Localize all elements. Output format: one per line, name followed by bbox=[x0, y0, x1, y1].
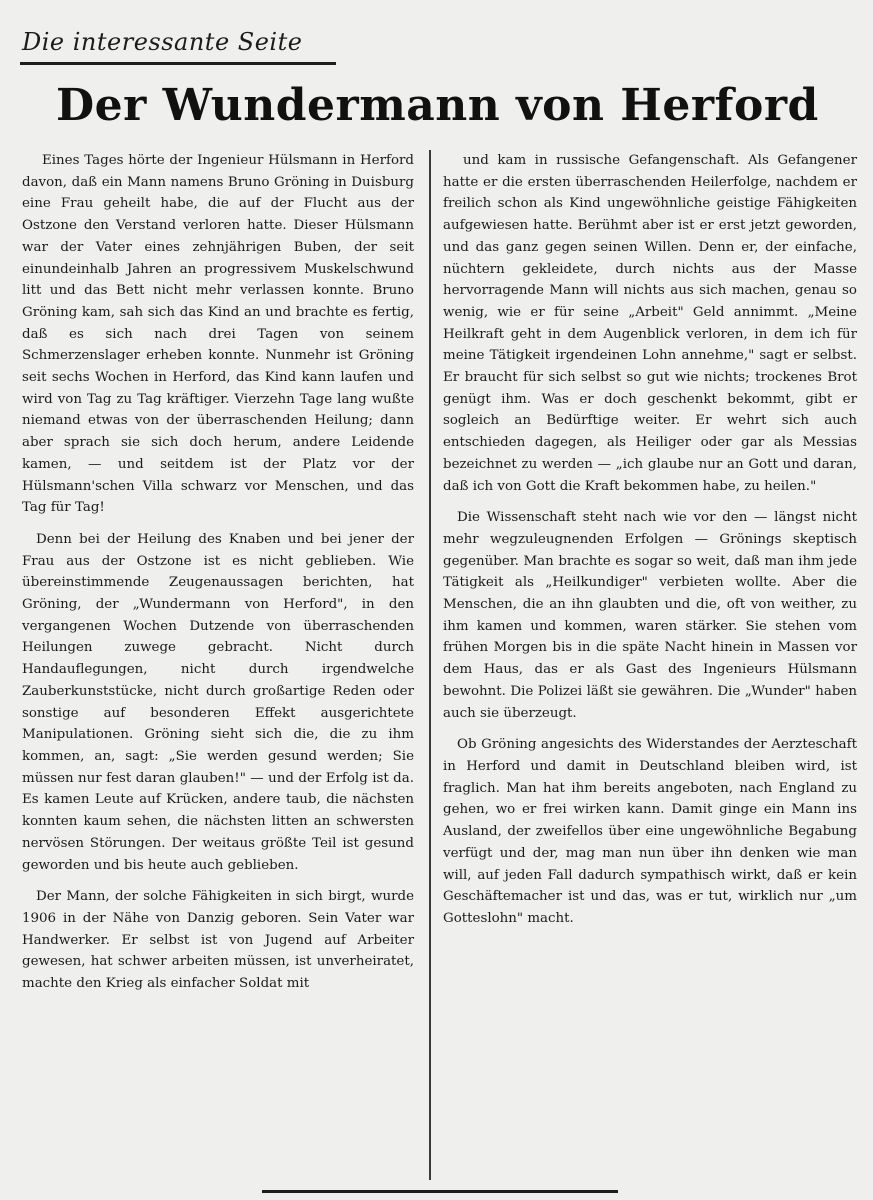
paragraph: Eines Tages hörte der Ingenieur Hülsmann in Herford davon, daß ein Mann namens Bruno Gröning in Duisburg eine Frau geheilt habe, die auf der Flucht aus der Ostzone den Verstand verloren hatte. Dieser Hülsmann war der Vater eines zehnjährigen Buben, der seit einundeinhalb Jahren an progressivem Muskelschwund litt und das Bett nicht mehr verlassen konnte. Bruno Gröning kam, sah sich das Kind an und brachte es fertig, daß es sich nach drei Tagen von seinem Schmerzenslager erheben konnte. Nunmehr ist Gröning seit sechs Wochen in Herford, das Kind kann laufen und wird von Tag zu Tag kräftiger. Vierzehn Tage lang wußte niemand etwas von der überraschenden Heilung; dann aber sprach sie sich doch herum, andere Leidende kamen, — und seitdem ist der Platz vor der Hülsmann'schen Villa schwarz vor Menschen, und das Tag für Tag! bbox=[22, 153, 414, 516]
paragraph: Ob Gröning angesichts des Widerstandes der Aerzteschaft in Herford und damit in Deutschland bleiben wird, ist fraglich. Man hat ihm bereits angeboten, nach England zu gehen, wo er frei wirken kann. Damit ginge ein Mann ins Ausland, der zweifellos über eine ungewöhnliche Begabung verfügt und der, mag man nun über ihn denken wie man will, auf jeden Fall dadurch sympathisch wirkt, daß er kein Geschäftemacher ist und das, was er tut, wirklich nur „um Gotteslohn" macht. bbox=[443, 737, 857, 926]
right-column bbox=[443, 150, 857, 940]
paragraph: Der Mann, der solche Fähigkeiten in sich birgt, wurde 1906 in der Nähe von Danzig geboren. Sein Vater war Handwerker. Er selbst ist von Jugend auf Arbeiter gewesen, hat schwer arbeiten müssen, ist unverheiratet, machte den Krieg als einfacher Soldat mit bbox=[22, 889, 414, 992]
section-label: Die interessante Seite bbox=[22, 28, 303, 56]
left-column bbox=[22, 150, 414, 1005]
column-divider bbox=[429, 150, 431, 1180]
paragraph: Die Wissenschaft steht nach wie vor den — längst nicht mehr wegzuleugnenden Erfolgen — Grönings skeptisch gegenüber. Man brachte es sogar so weit, daß man ihm jede Tätigkeit als „Heilkundiger" verbieten wollte. Aber die Menschen, die an ihn glaubten und die, oft von weither, zu ihm kamen und kommen, waren stärker. Sie stehen vom frühen Morgen bis in die späte Nacht hinein in Massen vor dem Haus, das er als Gast des Ingenieurs Hülsmann bewohnt. Die Polizei läßt sie gewähren. Die „Wunder" haben auch sie überzeugt. bbox=[443, 510, 857, 721]
bottom-rule bbox=[262, 1190, 618, 1193]
paragraph: Denn bei der Heilung des Knaben und bei jener der Frau aus der Ostzone ist es nicht geblieben. Wie übereinstimmende Zeugenaussagen berichten, hat Gröning, der „Wundermann von Herford", in den vergangenen Wochen Dutzende von überraschenden Heilungen zuwege gebracht. Nicht durch Handauflegungen, nicht durch irgendwelche Zauberkunststücke, nicht durch großartige Reden oder sonstige auf besonderen Effekt ausgerichtete Manipulationen. Gröning sieht sich die, die zu ihm kommen, an, sagt: „Sie werden gesund werden; Sie müssen nur fest daran glauben!" — und der Erfolg ist da. Es kamen Leute auf Krücken, andere taub, die nächsten konnten kaum sehen, die nächsten litten an schwersten nervösen Störungen. Der weitaus größte Teil ist gesund geworden und bis heute auch geblieben. bbox=[22, 531, 414, 873]
paragraph: und kam in russische Gefangenschaft. Als Gefangener hatte er die ersten überraschenden Heilerfolge, nachdem er freilich schon als Kind ungewöhnliche geistige Fähigkeiten aufgewiesen hatte. Berühmt aber ist er erst jetzt geworden, und das ganz gegen seinen Willen. Denn er, der einfache, nüchtern gekleidete, durch nichts aus der Masse hervorragende Mann will nichts aus sich machen, genau so wenig, wie er für seine „Arbeit" Geld annimmt. „Meine Heilkraft geht in dem Augenblick verloren, in dem ich für meine Tätigkeit irgendeinen Lohn annehme," sagt er selbst. Er braucht für sich selbst so gut wie nichts; trockenes Brot genügt ihm. Was er doch geschenkt bekommt, gibt er sogleich an Bedürftige weiter. Er wehrt sich auch entschieden dagegen, als Heiliger oder gar als Messias bezeichnet zu werden — „ich glaube nur an Gott und daran, daß ich von Gott die Kraft bekommen habe, zu heilen." bbox=[443, 153, 857, 494]
section-underline bbox=[20, 62, 336, 65]
headline: Der Wundermann von Herford bbox=[56, 80, 819, 131]
